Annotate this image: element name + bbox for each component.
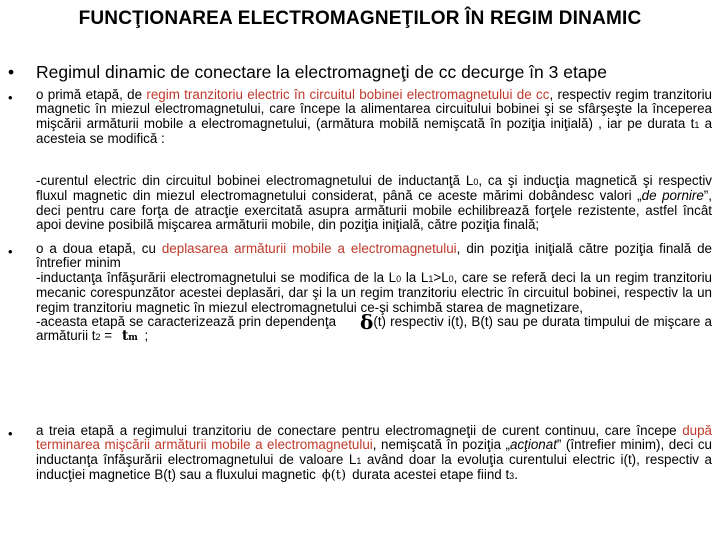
stage-two-line3-a: -aceasta etapă se caracterizează prin dependenţa [36,314,337,330]
bullet-icon: • [8,90,13,105]
stage-one-detail-paragraph [36,174,712,233]
bullet-icon: • [8,244,13,259]
stage-one-text-b: , respectiv regim tranzitoriu magnetic în miezul electromagnetului, care începe la alimentarea circuitului bobinei şi se sfârşeşte la începerea mişcării armăturii mobile a electromagnetului, (armătura mobilă nemişcată în poziţia iniţială) , iar pe durata t [36,87,713,131]
stage-three-text-d: având doar la evoluţia curentului electric i(t), respectiv a inducţiei magnetice B(t) sau a fluxului magnetic [36,451,712,483]
phi-symbol: ϕ(t) [321,468,347,484]
stage-two-text-b: , din poziţia iniţială către poziţia finală de întrefier minim [36,241,712,271]
bullet-icon: • [8,426,13,441]
stage-three-highlight: după terminarea mişcării armăturii mobile a electromagnetului [36,423,712,453]
stage-two-sub-3: 0 [448,273,454,284]
stage-three-paragraph [36,424,712,484]
stage-two-line2-a: -inductanţa înfăşurării electromagnetului se modifica de la L [36,269,397,285]
stage-three-sub-2: 3 [509,471,515,482]
stage-one-detail-c: ”, deci pentru care forţa de atracţie exercitată asupra armăturii mobile echilibrează forţele rezistente, astfel încât apoi devine posibilă mişcarea armăturii mobile, din poziţia iniţială, către poziţia finală; [36,188,712,233]
tm-symbol-sub: m [128,333,138,344]
stage-two-line3-sub: 2 [95,332,101,343]
stage-three-sub: 1 [356,455,362,466]
stage-two-line3-d: ; [140,328,149,344]
delta-symbol: δ [360,310,374,335]
stage-three-text-f: . [514,467,518,483]
stage-two-sub-2: 1 [428,273,434,284]
stage-one-detail-sub: 0 [473,177,479,187]
stage-one-detail-italic: de pornire [641,188,704,204]
bullet-icon: • [8,62,15,82]
stage-one-detail-a: -curentul electric din circuitul bobinei electromagnetului de inductanţă L [36,173,474,188]
stage-two-text-a: o a doua etapă, cu [36,241,162,256]
intro-text: Regimul dinamic de conectare la electromagneţi de cc decurge în 3 etape [36,62,608,82]
stage-one-paragraph [36,88,712,147]
stage-one-sub: 1 [694,119,700,130]
stage-three-text-b: , nemişcată în poziţia „ [372,437,511,453]
stage-three-italic: acţionat [510,437,557,453]
stage-three-text-a: a treia etapă a regimului tranzitoriu de conectare pentru electromagneţii de curent continuu, care începe [36,423,683,438]
tm-symbol [122,329,138,345]
stage-two-highlight: deplasarea armăturii mobile a electromagnetului [161,241,457,256]
stage-two-line2-b: la L [401,269,429,285]
stage-three-text-e: durata acestei etape fiind t [352,467,510,483]
page-title: FUNCŢIONAREA ELECTROMAGNEŢILOR ÎN REGIM DINAMIC [78,8,642,29]
stage-three-text-c: ” (întrefier minim), deci cu inductanţa înfăşurării electromagnetului de valoare L [36,437,712,467]
stage-two-line3-c: = [100,328,116,344]
stage-two-line3-b: (t) respectiv i(t), B(t) sau pe durata timpului de mişcare a armăturii t [36,314,712,344]
stage-two-line2-d: , care se referă deci la un regim tranzitoriu mecanic corespunzător acestei deplasări, dar şi la un regim tranzitoriu electric în circuitul bobinei, respectiv la un regim tranzitoriu magnetic în miezul electromagnetului ce-şi schimbă starea de magnetizare, [36,269,712,315]
stage-one-detail-b: , ca şi inducţia magnetică şi respectiv fluxul magnetic din miezul electromagnetului considerat, până ce aceste mărimi dobândesc valori „ [36,173,712,204]
stage-two-sub-1: 0 [396,273,402,284]
stage-one-text-c: a acesteia se modifică : [36,115,713,147]
tm-symbol-t: t [121,328,129,345]
stage-two-paragraph [36,242,712,346]
stage-one-highlight: regim tranzitoriu electric în circuitul bobinei electromagnetului de cc [146,87,550,102]
stage-one-text-a: o primă etapă, de [36,87,147,102]
stage-two-line2-c: >L [433,269,449,285]
